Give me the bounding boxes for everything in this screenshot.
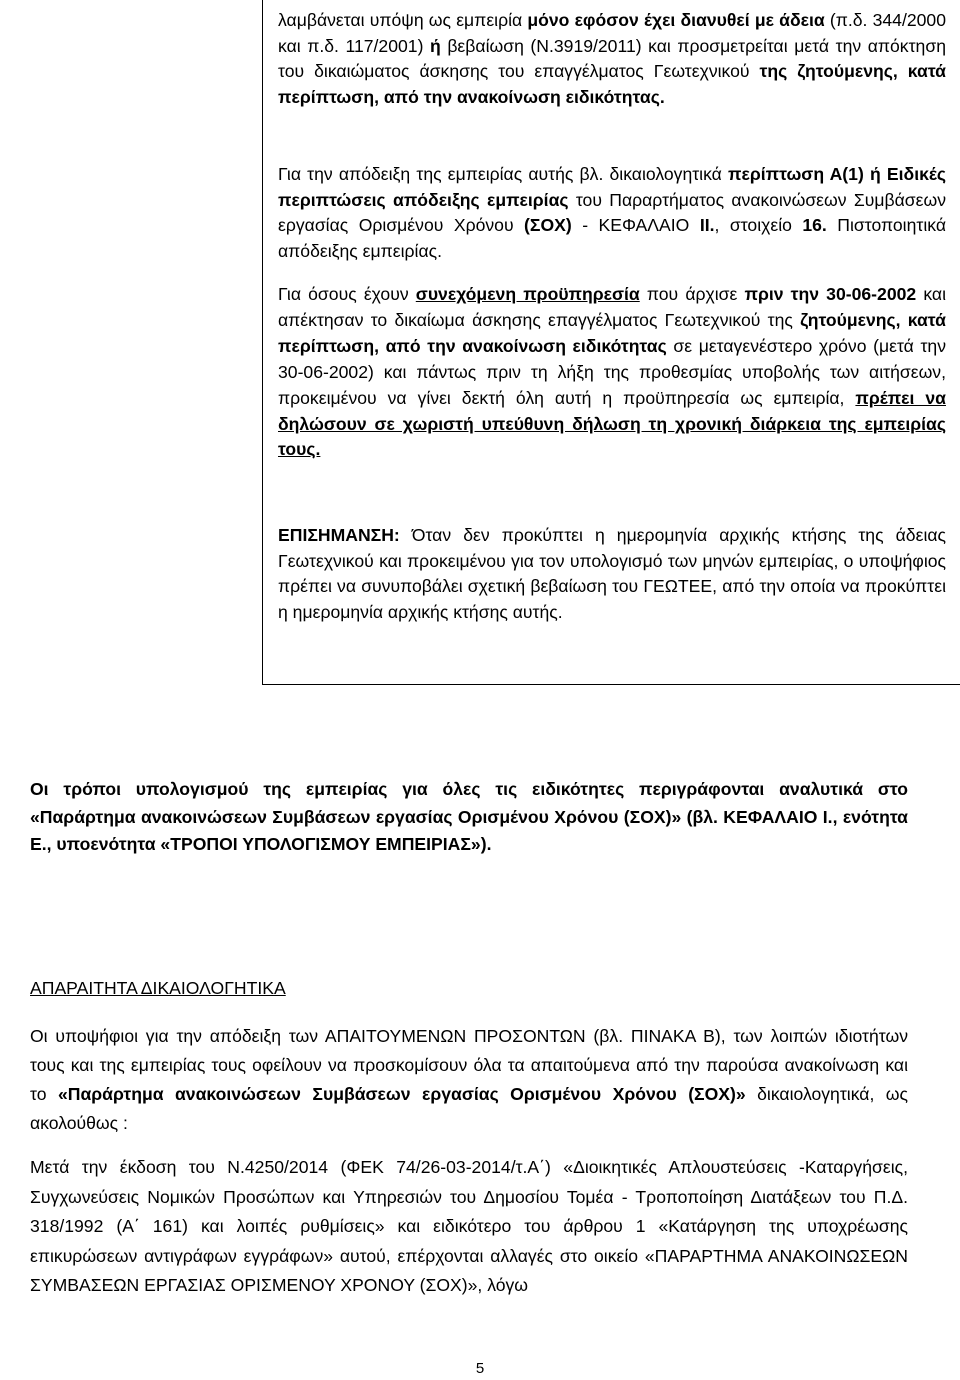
text-span: (π.δ. 344/2000 και π.δ. 117/2001) — [278, 10, 946, 56]
text-span: σε μεταγενέστερο χρόνο (μετά την 30-06-2002) και πάντως πριν τη λήξη της προθεσμίας υποβολής των αιτήσεων, προκειμένου να γίνει δεκτή όλη αυτή η προϋπηρεσία ως εμπειρία, — [278, 335, 946, 408]
bold-underline-span: συνεχόμενη προϋπηρεσία — [415, 284, 640, 304]
bold-span: πριν την 30-06-2002 — [744, 284, 917, 304]
text-span: που άρχισε — [639, 284, 745, 304]
bold-span: της ζητούμενης, κατά περίπτωση, από την ανακοίνωση ειδικότητας. — [278, 61, 946, 107]
box-paragraph-2 — [278, 162, 946, 264]
box-paragraph-4-note — [278, 523, 946, 625]
bold-span: μόνο εφόσον έχει διανυθεί με άδεια — [527, 10, 825, 30]
note-label: ΕΠΙΣΗΜΑΝΣΗ: — [278, 525, 400, 545]
bold-span: Οι τρόποι υπολογισμού της εμπειρίας για όλες τις ειδικότητες περιγράφονται αναλυτικά στο «Παράρτημα ανακοινώσεων Συμβάσεων εργασίας Ορισμένου Χρόνου (ΣΟΧ)» (βλ. ΚΕΦΑΛΑΙΟ Ι., ενότητα Ε., υποενότητα «ΤΡΟΠΟΙ ΥΠΟΛΟΓΙΣΜΟΥ ΕΜΠΕΙΡΙΑΣ»). — [30, 779, 908, 854]
text-span: , στοιχείο — [714, 215, 803, 236]
text-span: του Παραρτήματος ανακοινώσεων Συμβάσεων εργασίας Ορισμένου Χρόνου — [278, 189, 947, 236]
bold-span: (ΣΟΧ) — [524, 215, 572, 236]
page-number: 5 — [475, 1360, 485, 1377]
bold-span: ή — [430, 35, 441, 56]
heading-text: ΑΠΑΡΑΙΤΗΤΑ ΔΙΚΑΙΟΛΟΓΗΤΙΚΑ — [30, 978, 286, 998]
text-span: βεβαίωση (Ν.3919/2011) και προσμετρείται μετά την απόκτηση του δικαιώματος άσκησης του επαγγέλματος Γεωτεχνικού — [278, 35, 946, 82]
text-span: λαμβάνεται υπόψη ως εμπειρία — [278, 10, 528, 30]
bold-span: ζητούμενης, κατά περίπτωση, από την ανακοίνωση ειδικότητας — [278, 309, 946, 356]
bold-span: «Παράρτημα ανακοινώσεων Συμβάσεων εργασίας Ορισμένου Χρόνου (ΣΟΧ)» — [57, 1084, 746, 1104]
text-span: Οι υποψήφιοι για την απόδειξη των ΑΠΑΙΤΟΥΜΕΝΩΝ ΠΡΟΣΟΝΤΩΝ (βλ. ΠΙΝΑΚΑ Β), των λοιπών ιδιοτήτων τους και της εμπειρίας τους οφείλουν να προσκομίσουν όλα τα απαιτούμενα από την παρούσα ανακοίνωση και το — [30, 1026, 908, 1104]
text-span: και απέκτησαν το δικαίωμα άσκησης επαγγέλματος Γεωτεχνικού της — [278, 284, 946, 330]
bold-underline-span: πρέπει να δηλώσουν σε χωριστή υπεύθυνη δήλωση τη χρονική διάρκεια της εμπειρίας τους. — [278, 387, 946, 460]
bold-span: περίπτωση Α(1) ή Ειδικές περιπτώσεις απόδειξης εμπειρίας — [278, 164, 946, 210]
paragraph-requirements — [30, 1022, 908, 1138]
box-paragraph-3 — [278, 282, 946, 463]
text-span: Για την απόδειξη της εμπειρίας αυτής βλ. δικαιολογητικά — [278, 164, 729, 184]
text-span: δικαιολογητικά, ως ακολούθως : — [30, 1084, 909, 1133]
text-span: Για όσους έχουν — [278, 284, 416, 304]
bold-span: ΙΙ. — [699, 215, 715, 236]
bold-span: 16. — [802, 215, 827, 236]
box-paragraph-1 — [278, 8, 946, 110]
text-span: - ΚΕΦΑΛΑΙΟ — [571, 215, 700, 236]
section-heading — [30, 978, 286, 999]
text-span: Όταν δεν προκύπτει η ημερομηνία αρχικής κτήσης της άδειας Γεωτεχνικού και προκειμένου για τον υπολογισμό των μηνών εμπειρίας, ο υποψήφιος πρέπει να συνυποβάλει σχετική βεβαίωση του ΓΕΩΤΕΕ, από την οποία να προκύπτει η ημερομηνία αρχικής κτήσης αυτής. — [278, 525, 946, 622]
paragraph-law: Μετά την έκδοση του Ν.4250/2014 (ΦΕΚ 74/26-03-2014/τ.Α΄) «Διοικητικές Απλουστεύσεις -Καταργήσεις, Συγχωνεύσεις Νομικών Προσώπων και Υπηρεσιών του Δημοσίου Τομέα - Τροποποίηση Διατάξεων του Π.Δ. 318/1992 (Α΄ 161) και λοιπές ρυθμίσεις» και ειδικότερο του άρθρου 1 «Κατάργηση της υποχρέωσης επικυρώσεων αντιγράφων εγγράφων» αυτού, επέρχονται αλλαγές στο οικείο «ΠΑΡΑΡΤΗΜΑ ΑΝΑΚΟΙΝΩΣΕΩΝ ΣΥΜΒΑΣΕΩΝ ΕΡΓΑΣΙΑΣ ΟΡΙΣΜΕΝΟΥ ΧΡΟΝΟΥ (ΣΟΧ)», λόγω — [30, 1157, 908, 1295]
summary-paragraph — [30, 776, 908, 859]
text-span: Πιστοποιητικά απόδειξης εμπειρίας. — [278, 215, 946, 261]
